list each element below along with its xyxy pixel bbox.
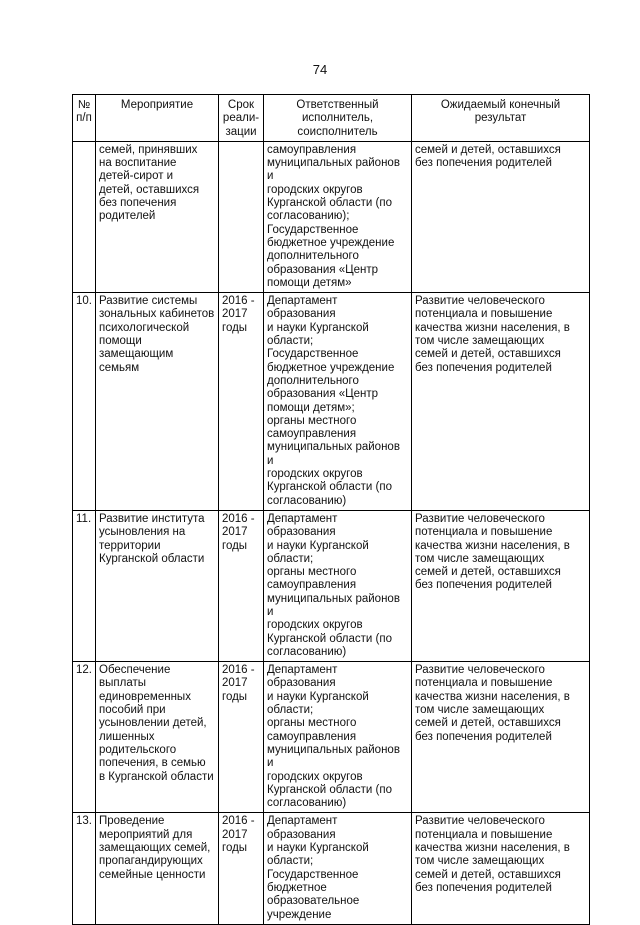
row-responsible: Департамент образования и науки Курганской области; органы местного самоуправления муниципальных районов и городских округов Курганской области (по согласованию) xyxy=(264,662,412,813)
table-row xyxy=(73,141,590,292)
row-responsible: Департамент образования и науки Курганской области; Государственное бюджетное образовательное учреждение xyxy=(264,813,412,924)
table-row xyxy=(73,662,590,813)
row-activity: Обеспечение выплаты единовременных пособий при усыновлении детей, лишенных родительского попечения, в семью в Курганской области xyxy=(96,662,219,813)
row-responsible: Департамент образования и науки Курганской области; органы местного самоуправления муниципальных районов и городских округов Курганской области (по согласованию) xyxy=(264,510,412,661)
row-num xyxy=(73,141,96,292)
table-row xyxy=(73,293,590,511)
header-term: Срок реали- зации xyxy=(219,95,264,142)
table-row xyxy=(73,510,590,661)
row-activity: Проведение мероприятий для замещающих семей, пропагандирующих семейные ценности xyxy=(96,813,219,924)
row-term: 2016 - 2017 годы xyxy=(219,813,264,924)
row-num: 10. xyxy=(73,293,96,511)
row-responsible: самоуправления муниципальных районов и городских округов Курганской области (по согласованию); Государственное бюджетное учреждение дополнительного образования «Центр помощи детям» xyxy=(264,141,412,292)
row-responsible: Департамент образования и науки Курганской области; Государственное бюджетное учреждение дополнительного образования «Центр помощи детям»; органы местного самоуправления муниципальных районов и городских округов Курганской области (по согласованию) xyxy=(264,293,412,511)
row-term: 2016 - 2017 годы xyxy=(219,293,264,511)
row-activity: Развитие системы зональных кабинетов психологической помощи замещающим семьям xyxy=(96,293,219,511)
table-header-row xyxy=(73,95,590,142)
row-result: семей и детей, оставшихся без попечения родителей xyxy=(412,141,590,292)
row-num: 13. xyxy=(73,813,96,924)
row-num: 11. xyxy=(73,510,96,661)
row-activity: семей, принявших на воспитание детей-сирот и детей, оставшихся без попечения родителей xyxy=(96,141,219,292)
header-num: № п/п xyxy=(73,95,96,142)
row-term xyxy=(219,141,264,292)
table-row xyxy=(73,813,590,924)
row-result: Развитие человеческого потенциала и повышение качества жизни населения, в том числе замещающих семей и детей, оставшихся без попечения родителей xyxy=(412,662,590,813)
activities-table xyxy=(72,94,590,925)
header-result: Ожидаемый конечный результат xyxy=(412,95,590,142)
header-activity: Мероприятие xyxy=(96,95,219,142)
row-result: Развитие человеческого потенциала и повышение качества жизни населения, в том числе замещающих семей и детей, оставшихся без попечения родителей xyxy=(412,293,590,511)
page-number: 74 xyxy=(312,62,328,77)
row-term: 2016 - 2017 годы xyxy=(219,510,264,661)
header-responsible: Ответственный исполнитель, соисполнитель xyxy=(264,95,412,142)
row-result: Развитие человеческого потенциала и повышение качества жизни населения, в том числе замещающих семей и детей, оставшихся без попечения родителей xyxy=(412,813,590,924)
row-term: 2016 - 2017 годы xyxy=(219,662,264,813)
row-num: 12. xyxy=(73,662,96,813)
row-activity: Развитие института усыновления на территории Курганской области xyxy=(96,510,219,661)
row-result: Развитие человеческого потенциала и повышение качества жизни населения, в том числе замещающих семей и детей, оставшихся без попечения родителей xyxy=(412,510,590,661)
